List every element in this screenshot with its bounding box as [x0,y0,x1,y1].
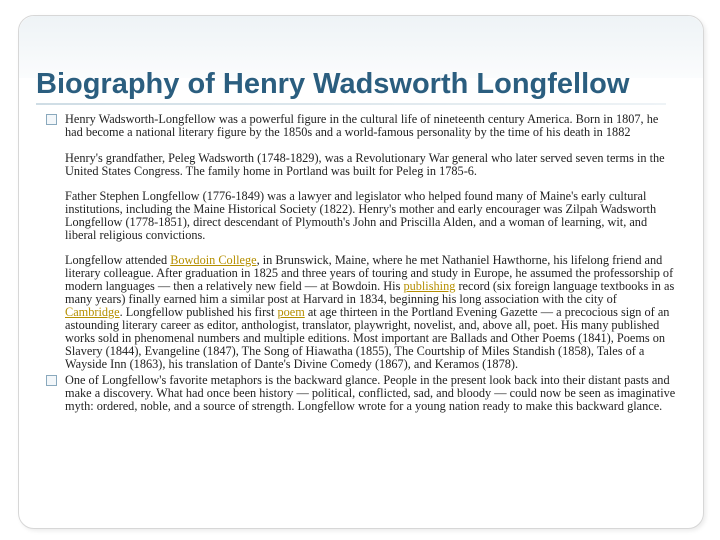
career-text-4: . Longfellow published his first [119,305,278,319]
career-text-2: , in Brunswick, Maine, where he met Nathaniel Hawthorne, his lifelong friend and literary colleague. After graduation in 1825 and three years of touring and study in Europe, he assumed the professorship of modern languages — then a relatively new field — at Bowdoin. His [65,253,674,293]
paragraph-grandfather: Henry's grandfather, Peleg Wadsworth (1748-1829), was a Revolutionary War general who later served seven terms in the United States Congress. The family home in Portland was built for Peleg in 1785-6. [65,151,665,178]
link-poem[interactable]: poem [277,305,305,319]
slide-title: Biography of Henry Wadsworth Longfellow [36,68,630,100]
paragraph-intro: Henry Wadsworth-Longfellow was a powerful figure in the cultural life of nineteenth century America. Born in 1807, he had become a national literary figure by the 1850s and a world-famous personality by the time of his death in 1882 [65,112,659,139]
link-cambridge[interactable]: Cambridge [65,305,120,319]
bullet-item-biography [46,113,676,371]
square-bullet-icon [46,375,57,386]
bullet-item-metaphor [46,374,676,413]
link-publishing[interactable]: publishing [403,279,456,293]
paragraph-career [65,254,676,371]
link-bowdoin-college[interactable]: Bowdoin College [170,253,257,267]
career-text-3: record (six foreign language textbooks in as many years) finally earned him a similar post at Harvard in 1834, beginning his long association with the city of [65,279,675,306]
career-text-5: at age thirteen in the Portland Evening Gazette — a precocious sign of an astounding literary career as editor, anthologist, translator, playwright, novelist, and, above all, poet. His many published works sold in phenomenal numbers and multiple editions. Most important are Ballads and Other Poems (1841), Poems on Slavery (1844), Evangeline (1847), The Song of Hiawatha (1855), The Courtship of Miles Standish (1858), Tales of a Wayside Inn (1863), his translation of Dante's Divine Comedy (1867), and Keramos (1878). [65,305,670,371]
slide-body [46,113,676,425]
title-divider [36,103,666,105]
paragraph-parents: Father Stephen Longfellow (1776-1849) was a lawyer and legislator who helped found many of Maine's early cultural institutions, including the Maine Historical Society (1822). Henry's mother and early encourager was Zilpah Wadsworth Longfellow (1778-1851), direct descendant of Plymouth's John and Priscilla Alden, and a woman of learning, wit, and liberal religious convictions. [65,189,657,242]
paragraph-backward-glance: One of Longfellow's favorite metaphors is the backward glance. People in the present look back into their distant pasts and make a discovery. What had once been history — political, conflicted, sad, and bloody — could now be seen as imaginative myth: ordered, noble, and a source of strength. Longfellow wrote for a young nation ready to make this backward glance. [65,373,676,413]
career-text-1: Longfellow attended [65,253,171,267]
square-bullet-icon [46,114,57,125]
